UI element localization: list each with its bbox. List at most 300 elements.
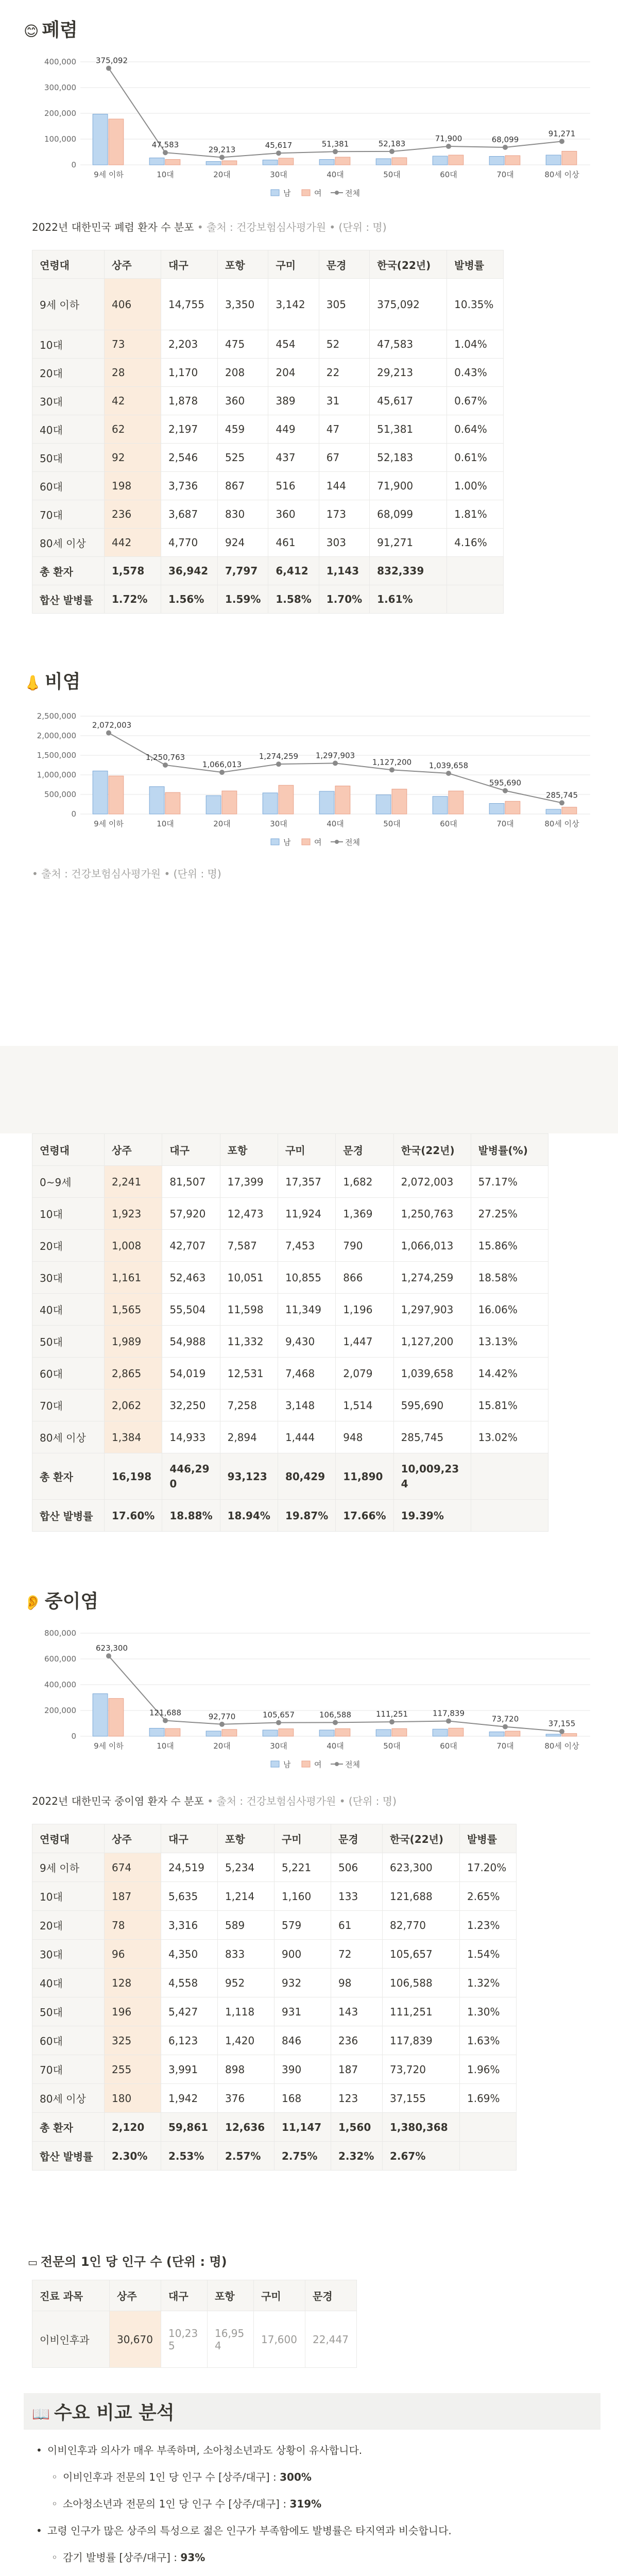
table-row [32,1969,517,1997]
per-specialist-title: 전문의 1인 당 인구 수 (단위 : 명) [40,2255,227,2269]
table-cell: 93,123 [220,1453,278,1500]
total-point [276,150,281,156]
table-cell: 17.20% [460,1853,517,1882]
table-cell: 1,420 [218,2026,274,2055]
table-cell: 1,160 [274,1882,331,1911]
legend-swatch [302,839,310,845]
table-cell: 1.69% [460,2084,517,2113]
data-label: 71,900 [435,134,462,144]
bar-female [449,1728,464,1736]
x-tick-label: 30대 [270,170,287,179]
table-cell: 952 [218,1969,274,1997]
table-row [32,1997,517,2026]
legend-swatch-dot [335,840,339,844]
total-point [446,771,451,776]
table-cell: 합산 발병률 [32,585,105,614]
table-cell: 54,988 [162,1326,220,1358]
bar-female [165,1728,180,1736]
total-point [389,767,394,772]
table-cell: 1,578 [105,557,161,585]
table-cell: 18.58% [471,1262,548,1294]
table-cell: 2,079 [336,1358,393,1389]
table-cell: 1,127,200 [393,1326,471,1358]
table-cell: 1,380,368 [383,2113,460,2142]
bar-male [319,160,334,165]
table-cell: 78 [105,1911,161,1940]
y-tick-label: 100,000 [44,134,76,144]
table-cell: 40대 [32,415,105,444]
pneumonia-source: • 출처 : 건강보험심사평가원 • (단위 : 명) [197,221,387,233]
table-row [32,444,504,472]
data-label: 92,770 [208,1711,236,1721]
rhinitis-caption [32,866,221,880]
table-cell: 42,707 [162,1230,220,1262]
data-label: 1,066,013 [202,759,242,769]
table-cell: 한국(22년) [370,250,447,279]
bar-male [546,1734,561,1736]
table-cell: 9세 이하 [32,279,105,330]
table-row [32,1358,548,1389]
table-row [32,1911,517,1940]
bar-male [546,155,561,165]
table-cell: 1,274,259 [393,1262,471,1294]
table-cell: 13.02% [471,1421,548,1453]
legend-label: 여 [314,838,322,847]
table-cell [471,1453,548,1500]
table-cell: 360 [268,500,319,529]
table-cell: 5,427 [161,1997,218,2026]
table-cell: 446,290 [162,1453,220,1500]
table-cell: 50대 [32,444,105,472]
table-cell: 360 [218,387,268,415]
table-cell: 1,066,013 [393,1230,471,1262]
table-cell: 2,894 [220,1421,278,1453]
data-label: 2,072,003 [92,720,132,730]
bar-female [279,158,294,165]
table-cell: 1.81% [447,500,504,529]
table-cell: 123 [331,2084,383,2113]
bar-male [489,157,504,165]
pneumonia-caption-text: 2022년 대한민국 폐렴 환자 수 분포 [32,221,194,233]
table-cell: 1,384 [105,1421,162,1453]
table-cell: 발병률(%) [471,1134,548,1166]
table-cell: 대구 [161,2280,208,2311]
table-cell: 15.81% [471,1389,548,1421]
total-point [219,770,225,775]
bar-male [319,1730,334,1736]
table-row [32,2084,517,2113]
table-cell: 459 [218,415,268,444]
bar-male [433,796,448,814]
total-point [106,1653,111,1658]
total-point [163,762,168,768]
table-cell: 17,600 [254,2311,305,2368]
table-cell: 80세 이상 [32,529,105,557]
pneumonia-heading [24,15,78,42]
table-cell: 10,235 [161,2311,208,2368]
table-cell: 5,234 [218,1853,274,1882]
table-cell: 117,839 [383,2026,460,2055]
total-point [559,800,564,805]
table-cell: 71,900 [370,472,447,500]
table-cell: 111,251 [383,1997,460,2026]
table-cell: 437 [268,444,319,472]
table-cell: 96 [105,1940,161,1969]
table-cell: 0.43% [447,359,504,387]
table-cell: 29,213 [370,359,447,387]
table-cell: 54,019 [162,1358,220,1389]
table-cell: 12,531 [220,1358,278,1389]
x-tick-label: 30대 [270,1741,287,1751]
table-cell: 2.53% [161,2142,218,2171]
y-tick-label: 0 [71,1732,76,1741]
x-tick-label: 9세 이하 [94,170,124,179]
table-row [32,1882,517,1911]
table-cell: 20대 [32,1230,105,1262]
table-cell: 1,560 [331,2113,383,2142]
table-cell: 0.67% [447,387,504,415]
table-cell: 4,558 [161,1969,218,1997]
table-cell: 27.25% [471,1198,548,1230]
table-cell: 900 [274,1940,331,1969]
data-label: 375,092 [95,56,128,65]
table-cell: 846 [274,2026,331,2055]
pneumonia-table [32,250,504,614]
total-point [333,1720,338,1725]
total-point [276,1720,281,1725]
table-cell: 52,463 [162,1262,220,1294]
table-cell: 2,197 [161,415,218,444]
table-cell: 4,350 [161,1940,218,1969]
table-cell: 832,339 [370,557,447,585]
table-cell: 1,214 [218,1882,274,1911]
table-cell: 7,587 [220,1230,278,1262]
table-cell: 1,250,763 [393,1198,471,1230]
table-cell: 50대 [32,1326,105,1358]
table-cell: 포항 [218,250,268,279]
table-row [32,1421,548,1453]
bar-female [505,801,520,814]
table-cell: 총 환자 [32,2113,105,2142]
table-cell: 2.30% [105,2142,161,2171]
y-tick-label: 1,500,000 [37,751,76,760]
data-label: 111,251 [375,1709,408,1719]
table-row [32,1294,548,1326]
table-cell: 11,332 [220,1326,278,1358]
table-cell: 한국(22년) [393,1134,471,1166]
table-cell: 상주 [105,250,161,279]
table-cell: 47 [319,415,369,444]
table-cell: 28 [105,359,161,387]
total-point [219,155,225,160]
table-cell: 문경 [305,2280,357,2311]
table-cell: 375,092 [370,279,447,330]
total-point [446,144,451,149]
table-cell: 포항 [218,1824,274,1853]
table-cell: 10대 [32,1882,105,1911]
bar-male [149,787,164,814]
table-cell: 17,357 [278,1166,335,1198]
table-cell: 발병률 [447,250,504,279]
bar-female [335,1728,350,1736]
table-cell: 1,039,658 [393,1358,471,1389]
table-cell: 92 [105,444,161,472]
per-specialist-heading [28,2251,227,2269]
data-label: 121,688 [149,1708,182,1718]
table-cell: 506 [331,1853,383,1882]
bar-male [206,1731,221,1736]
table-cell: 0.61% [447,444,504,472]
table-cell: 121,688 [383,1882,460,1911]
table-row [32,2055,517,2084]
table-row [32,1853,517,1882]
table-cell: 623,300 [383,1853,460,1882]
table-cell: 924 [218,529,268,557]
x-tick-label: 30대 [270,819,287,828]
rhinitis-heading [24,667,80,693]
x-tick-label: 40대 [327,819,344,828]
x-tick-label: 50대 [383,170,401,179]
table-cell: 187 [331,2055,383,2084]
table-cell: 187 [105,1882,161,1911]
table-header-row [32,1824,517,1853]
table-cell: 7,468 [278,1358,335,1389]
legend-swatch-dot [335,191,339,195]
table-cell: 898 [218,2055,274,2084]
table-cell: 790 [336,1230,393,1262]
table-cell: 20대 [32,359,105,387]
table-cell: 3,148 [278,1389,335,1421]
bar-female [279,1729,294,1736]
data-label: 117,839 [432,1708,465,1718]
table-cell: 1,514 [336,1389,393,1421]
x-tick-label: 60대 [440,1741,457,1751]
table-cell: 516 [268,472,319,500]
total-point [219,1722,225,1727]
table-cell: 3,142 [268,279,319,330]
x-tick-label: 10대 [157,170,174,179]
bar-male [263,1730,278,1736]
bar-male [206,162,221,165]
table-cell: 106,588 [383,1969,460,1997]
x-tick-label: 40대 [327,170,344,179]
bar-female [562,1734,577,1736]
table-cell: 525 [218,444,268,472]
y-tick-label: 0 [71,160,76,170]
per-specialist-table [32,2280,357,2368]
table-cell: 1.72% [105,585,161,614]
table-cell: 128 [105,1969,161,1997]
table-cell: 14.42% [471,1358,548,1389]
table-cell: 1,565 [105,1294,162,1326]
table-cell: 72 [331,1940,383,1969]
table-cell: 475 [218,330,268,359]
table-cell: 6,123 [161,2026,218,2055]
table-cell: 연령대 [32,1134,105,1166]
table-cell: 2.67% [383,2142,460,2171]
section-divider [0,1046,618,1133]
table-cell: 2,072,003 [393,1166,471,1198]
table-cell: 대구 [162,1134,220,1166]
x-tick-label: 80세 이상 [544,170,579,179]
table-cell: 1.23% [460,1911,517,1940]
bar-male [433,156,448,165]
legend-label: 전체 [345,189,360,198]
otitis-source: • 출처 : 건강보험심사평가원 • (단위 : 명) [207,1795,397,1807]
table-cell: 40대 [32,1969,105,1997]
table-cell: 1.63% [460,2026,517,2055]
table-cell: 이비인후과 [32,2311,110,2368]
table-cell: 73 [105,330,161,359]
x-tick-label: 80세 이상 [544,819,579,828]
table-cell: 830 [218,500,268,529]
y-tick-label: 800,000 [44,1629,76,1638]
table-cell: 문경 [319,250,369,279]
table-cell: 589 [218,1911,274,1940]
table-cell: 1,170 [161,359,218,387]
total-point [559,1729,564,1734]
table-cell: 18.88% [162,1500,220,1532]
table-cell: 1,682 [336,1166,393,1198]
table-row [32,1389,548,1421]
table-cell: 3,736 [161,472,218,500]
data-label: 91,271 [548,129,576,139]
table-cell: 2,865 [105,1358,162,1389]
table-cell: 236 [105,500,161,529]
table-cell: 70대 [32,500,105,529]
table-cell: 47,583 [370,330,447,359]
table-row [32,2026,517,2055]
table-cell: 1.96% [460,2055,517,2084]
table-cell: 구미 [254,2280,305,2311]
table-cell: 52 [319,330,369,359]
x-tick-label: 9세 이하 [94,1741,124,1751]
x-tick-label: 80세 이상 [544,1741,579,1751]
table-cell: 6,412 [268,557,319,585]
x-tick-label: 50대 [383,1741,401,1751]
demand-heading [24,2393,600,2430]
total-point [276,761,281,767]
bar-male [149,158,164,165]
x-tick-label: 20대 [213,1741,231,1751]
table-cell: 0.64% [447,415,504,444]
y-tick-label: 600,000 [44,1654,76,1664]
table-cell: 1,008 [105,1230,162,1262]
table-cell: 932 [274,1969,331,1997]
y-tick-label: 400,000 [44,1680,76,1689]
x-tick-label: 10대 [157,819,174,828]
table-total-row [32,2113,517,2142]
table-cell: 255 [105,2055,161,2084]
legend-label: 남 [283,838,291,847]
table-cell: 구미 [274,1824,331,1853]
bar-female [165,792,180,814]
y-tick-label: 400,000 [44,57,76,66]
table-cell: 1,118 [218,1997,274,2026]
data-label: 623,300 [95,1643,128,1653]
table-cell: 449 [268,415,319,444]
nose-icon: 👃 [24,674,42,691]
table-cell: 합산 발병률 [32,2142,105,2171]
table-cell: 2,120 [105,2113,161,2142]
total-point [106,731,111,736]
x-tick-label: 50대 [383,819,401,828]
bar-female [109,776,124,814]
table-cell: 20대 [32,1911,105,1940]
table-row [32,1166,548,1198]
table-row [32,1230,548,1262]
table-cell: 구미 [278,1134,335,1166]
data-label: 52,183 [378,139,406,148]
table-cell: 2,546 [161,444,218,472]
bar-female [392,789,407,814]
table-cell: 1.61% [370,585,447,614]
table-cell: 59,861 [161,2113,218,2142]
y-tick-label: 200,000 [44,109,76,118]
table-cell: 1.04% [447,330,504,359]
table-cell: 68,099 [370,500,447,529]
otitis-chart [24,1623,600,1777]
table-cell [447,585,504,614]
table-cell: 9세 이하 [32,1853,105,1882]
table-header-row [32,1134,548,1166]
table-row [32,279,504,330]
table-cell: 2,241 [105,1166,162,1198]
demand-list [36,2442,597,2576]
table-cell: 14,755 [161,279,218,330]
table-cell: 13.13% [471,1326,548,1358]
bar-male [93,771,108,814]
legend-swatch [271,190,279,196]
table-cell: 4.16% [447,529,504,557]
table-cell: 204 [268,359,319,387]
table-cell: 17.66% [336,1500,393,1532]
table-cell: 17,399 [220,1166,278,1198]
y-tick-label: 2,000,000 [37,731,76,740]
data-label: 595,690 [489,778,522,788]
table-cell: 2,203 [161,330,218,359]
total-point [333,760,338,766]
table-icon: ▭ [28,2256,38,2268]
table-cell: 3,350 [218,279,268,330]
bar-female [335,157,350,165]
table-cell: 12,473 [220,1198,278,1230]
table-cell: 133 [331,1882,383,1911]
table-cell: 51,381 [370,415,447,444]
book-icon: 📖 [32,2405,50,2422]
table-cell: 1.59% [218,585,268,614]
table-cell: 198 [105,472,161,500]
table-cell: 406 [105,279,161,330]
y-tick-label: 300,000 [44,83,76,92]
table-cell: 52,183 [370,444,447,472]
table-rate-row [32,1500,548,1532]
table-row [32,1326,548,1358]
table-cell: 305 [319,279,369,330]
table-cell: 7,797 [218,557,268,585]
table-cell: 80세 이상 [32,1421,105,1453]
x-tick-label: 10대 [157,1741,174,1751]
legend-swatch-dot [335,1762,339,1766]
table-cell: 대구 [161,1824,218,1853]
table-cell: 연령대 [32,1824,105,1853]
table-cell: 1.00% [447,472,504,500]
table-row [32,359,504,387]
data-label: 1,039,658 [428,760,469,770]
table-cell: 50대 [32,1997,105,2026]
smile-icon: 😊 [24,23,39,40]
table-cell: 98 [331,1969,383,1997]
